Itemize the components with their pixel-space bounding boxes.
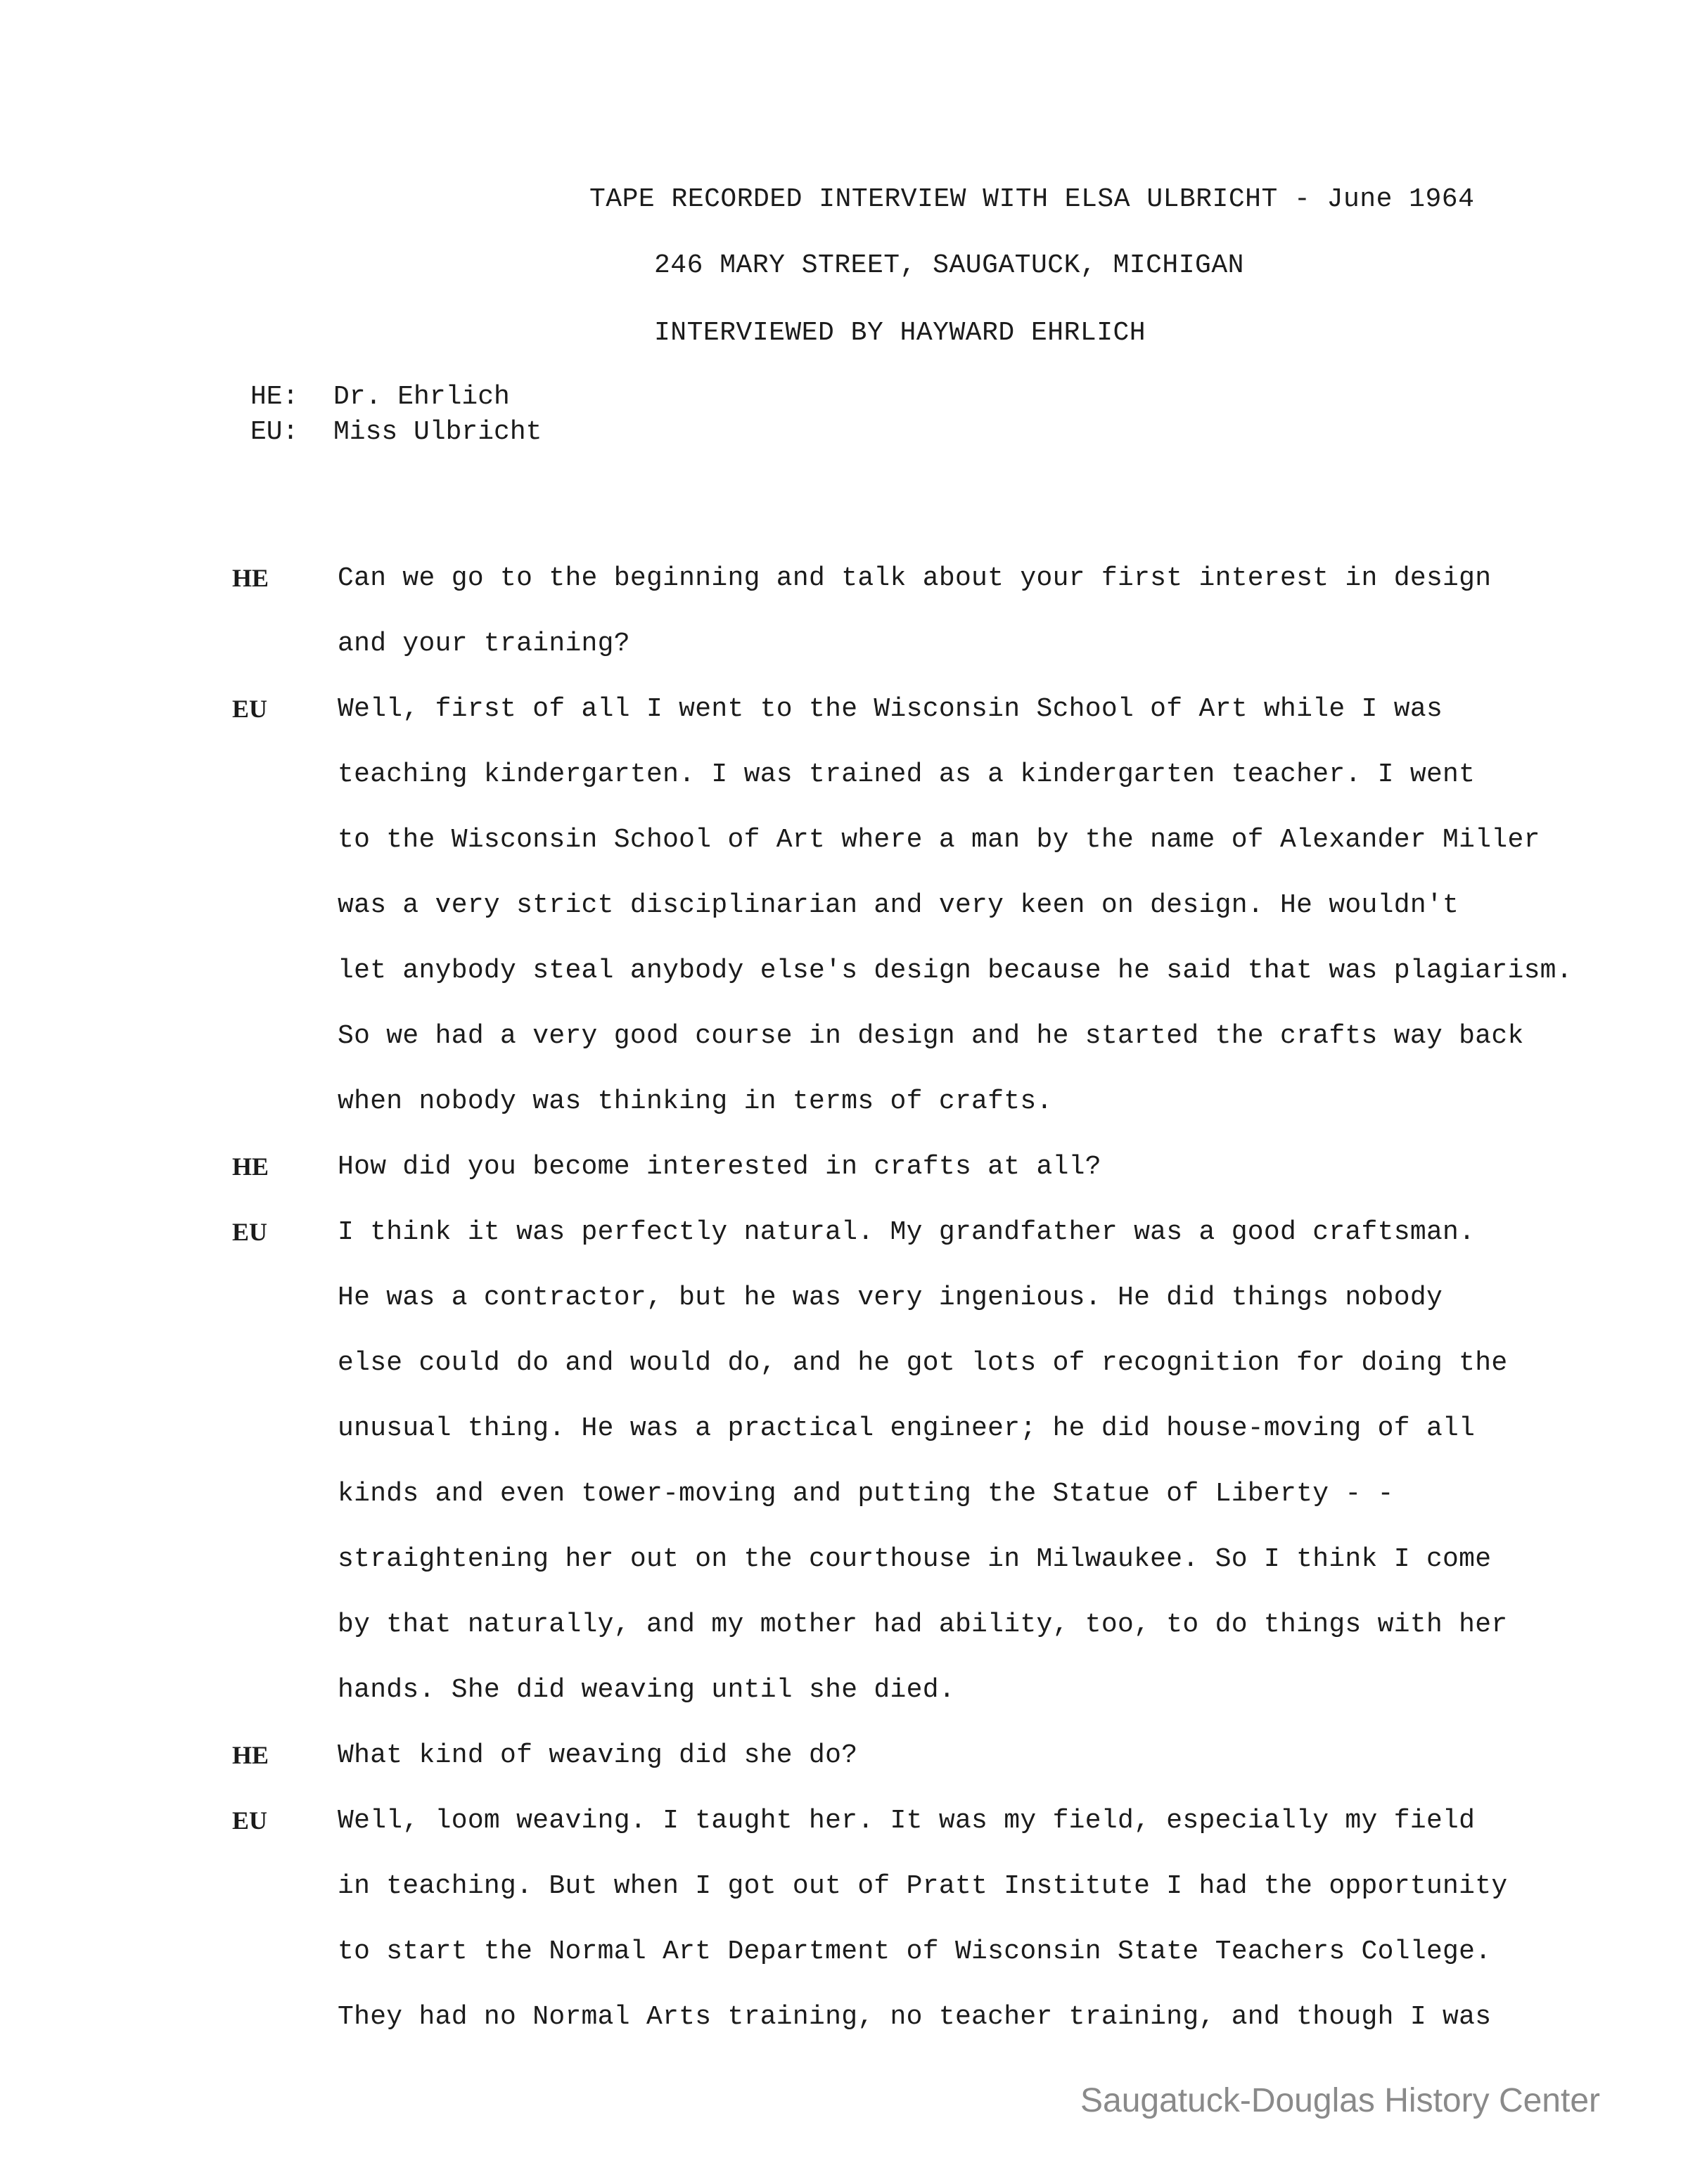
speaker-label: HE [232, 1741, 269, 1769]
text-line: unusual thing. He was a practical engineer; he did house-moving of all [338, 1413, 1476, 1444]
speaker-label: EU [232, 695, 268, 723]
legend-row-he [250, 380, 542, 415]
text-line: when nobody was thinking in terms of crafts. [338, 1086, 1053, 1117]
speaker-label: EU [232, 1218, 268, 1246]
speaker-text [338, 676, 1625, 1134]
text-line: to start the Normal Art Department of Wisconsin State Teachers College. [338, 1936, 1492, 1967]
transcript-turn [232, 1788, 1625, 2050]
text-line: hands. She did weaving until she died. [338, 1675, 955, 1705]
text-line: Well, first of all I went to the Wisconsin School of Art while I was [338, 694, 1443, 724]
interview-address: 246 MARY STREET, SAUGATUCK, MICHIGAN [654, 250, 1244, 281]
text-line: was a very strict disciplinarian and very keen on design. He wouldn't [338, 890, 1459, 920]
speaker-text [338, 1788, 1625, 2050]
text-line: Can we go to the beginning and talk about your first interest in design [338, 563, 1492, 593]
history-center-watermark: Saugatuck-Douglas History Center [1080, 2082, 1601, 2119]
speaker-legend [250, 380, 542, 450]
speaker-label: HE [232, 1152, 269, 1181]
text-line: to the Wisconsin School of Art where a man by the name of Alexander Miller [338, 825, 1540, 855]
speaker-text [338, 546, 1625, 676]
legend-row-eu [250, 415, 542, 450]
legend-name: Miss Ulbricht [333, 417, 542, 447]
text-line: He was a contractor, but he was very ingenious. He did things nobody [338, 1283, 1443, 1313]
text-line: kinds and even tower-moving and putting the Statue of Liberty - - [338, 1479, 1394, 1509]
speaker-label: EU [232, 1806, 268, 1835]
text-line: Well, loom weaving. I taught her. It was my field, especially my field [338, 1806, 1476, 1836]
speaker-text [338, 1134, 1625, 1200]
text-line: They had no Normal Arts training, no teacher training, and though I was [338, 2002, 1492, 2032]
transcript-turn [232, 1200, 1625, 1723]
transcript-turn [232, 676, 1625, 1134]
text-line: I think it was perfectly natural. My grandfather was a good craftsman. [338, 1217, 1476, 1247]
speaker-text [338, 1723, 1625, 1788]
transcript-turn [232, 546, 1625, 676]
text-line: teaching kindergarten. I was trained as a kindergarten teacher. I went [338, 759, 1476, 790]
transcript [232, 546, 1625, 2050]
text-line: How did you become interested in crafts at all? [338, 1152, 1101, 1182]
text-line: and your training? [338, 629, 630, 659]
legend-abbr: EU: [250, 417, 299, 447]
text-line: in teaching. But when I got out of Pratt Institute I had the opportunity [338, 1871, 1508, 1901]
interview-title: TAPE RECORDED INTERVIEW WITH ELSA ULBRICHT - June 1964 [589, 184, 1475, 214]
legend-abbr: HE: [250, 382, 299, 412]
text-line: What kind of weaving did she do? [338, 1740, 858, 1771]
legend-name: Dr. Ehrlich [333, 382, 510, 412]
interviewer-line: INTERVIEWED BY HAYWARD EHRLICH [654, 318, 1146, 348]
text-line: else could do and would do, and he got lots of recognition for doing the [338, 1348, 1508, 1378]
speaker-label: HE [232, 564, 269, 592]
text-line: by that naturally, and my mother had ability, too, to do things with her [338, 1610, 1508, 1640]
transcript-turn [232, 1723, 1625, 1788]
text-line: So we had a very good course in design and he started the crafts way back [338, 1021, 1524, 1051]
transcript-turn [232, 1134, 1625, 1200]
text-line: straightening her out on the courthouse in Milwaukee. So I think I come [338, 1544, 1492, 1574]
text-line: let anybody steal anybody else's design because he said that was plagiarism. [338, 956, 1573, 986]
speaker-text [338, 1200, 1625, 1723]
